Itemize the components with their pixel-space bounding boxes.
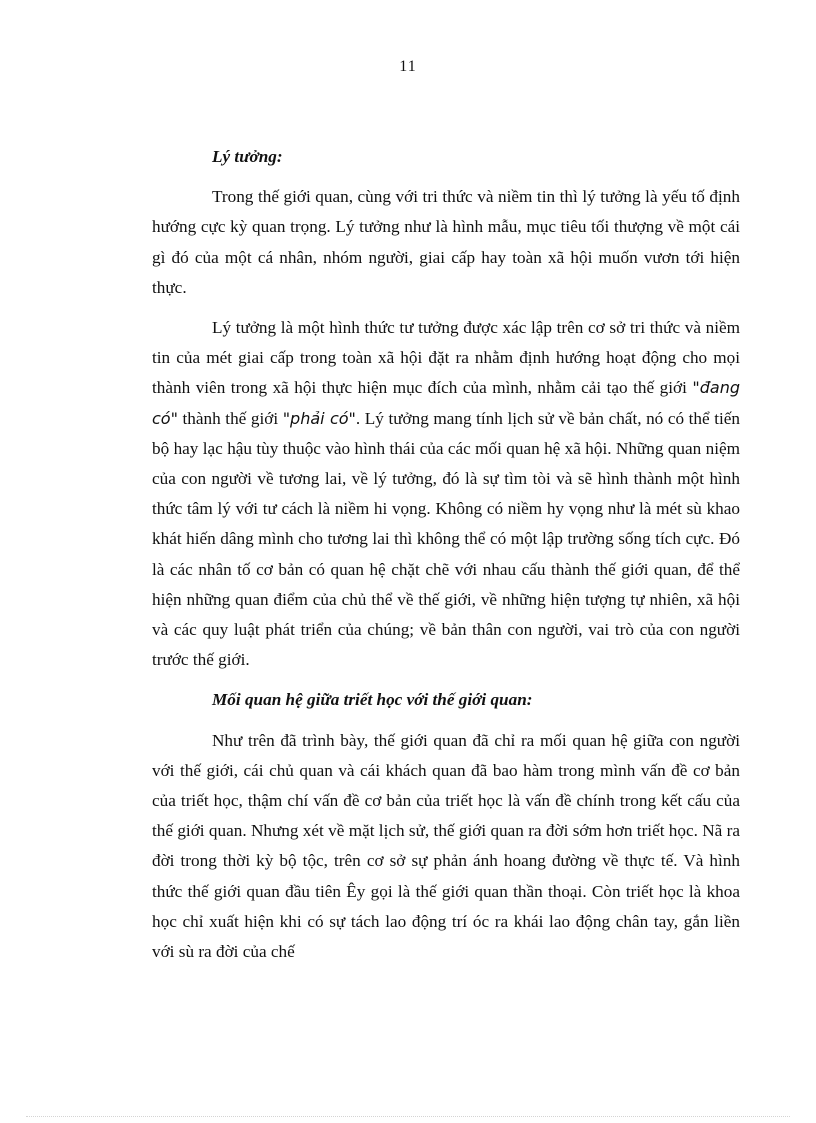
document-body <box>152 142 740 967</box>
section-heading-relationship: Mối quan hệ giữa triết học với thế giới quan: <box>212 690 533 710</box>
page-bottom-divider <box>26 1116 790 1117</box>
paragraph-ideal-definition <box>152 313 740 675</box>
text-run: . Lý tưởng mang tính lịch sử về bản chất, nó có thể tiến bộ hay lạc hậu tùy thuộc vào hình thái của các mối quan hệ xã hội. Những quan niệm của con người về tương lai, về lý tưởng, đó là sự tìm tòi và sẽ hình thành một hình thức tâm lý với tư cách là niềm hi vọng. Không có niềm hy vọng như là mét sù khao khát hiến dâng mình cho tương lai thì không thể có một lập trường sống tích cực. Đó là các nhân tố cơ bản có quan hệ chặt chẽ với nhau cấu thành thế giới quan, để thể hiện những quan điểm của chủ thể về thế giới, về những hiện tượng tự nhiên, xã hội và các quy luật phát triển của chúng; về bản thân con người, vai trò của con người trước thế giới. <box>152 408 740 670</box>
text-run: Lý tưởng là một hình thức tư tưởng được xác lập trên cơ sở tri thức và niềm tin của mét giai cấp trong toàn xã hội đặt ra nhằm định hướng hoạt động cho mọi thành viên trong xã hội thực hiện mục đích của mình, nhằm cải tạo thế giới <box>152 318 740 398</box>
section-heading-ideal: Lý tưởng: <box>212 147 283 166</box>
italic-term-phai-co: "phải có" <box>282 408 356 428</box>
italic-term-dang-co: "đang có" <box>152 378 740 428</box>
text-run: thành thế giới <box>177 408 283 428</box>
page-number: 11 <box>399 58 417 75</box>
paragraph-ideal-intro: Trong thế giới quan, cùng với tri thức và niềm tin thì lý tưởng là yếu tố định hướng cực kỳ quan trọng. Lý tưởng như là hình mẫu, mục tiêu tối thượng về một cái gì đó của một cá nhân, nhóm người, giai cấp hay toàn xã hội muốn vươn tới hiện thực. <box>152 187 740 297</box>
paragraph-relationship: Như trên đã trình bày, thế giới quan đã chỉ ra mối quan hệ giữa con người với thế giới, cái chủ quan và cái khách quan đã bao hàm trong mình vấn đề cơ bản của triết học, thậm chí vấn đề cơ bản của triết học là vấn đề chính trong kết cấu của thế giới quan. Nhưng xét về mặt lịch sử, thế giới quan ra đời sớm hơn triết học. Nã ra đời trong thời kỳ bộ tộc, trên cơ sở sự phản ánh hoang đường về thực tế. Và hình thức thế giới quan đầu tiên Êy gọi là thế giới quan thần thoại. Còn triết học là khoa học chỉ xuất hiện khi có sự tách lao động trí óc ra khái lao động chân tay, gắn liền với sù ra đời của chế <box>152 730 740 962</box>
